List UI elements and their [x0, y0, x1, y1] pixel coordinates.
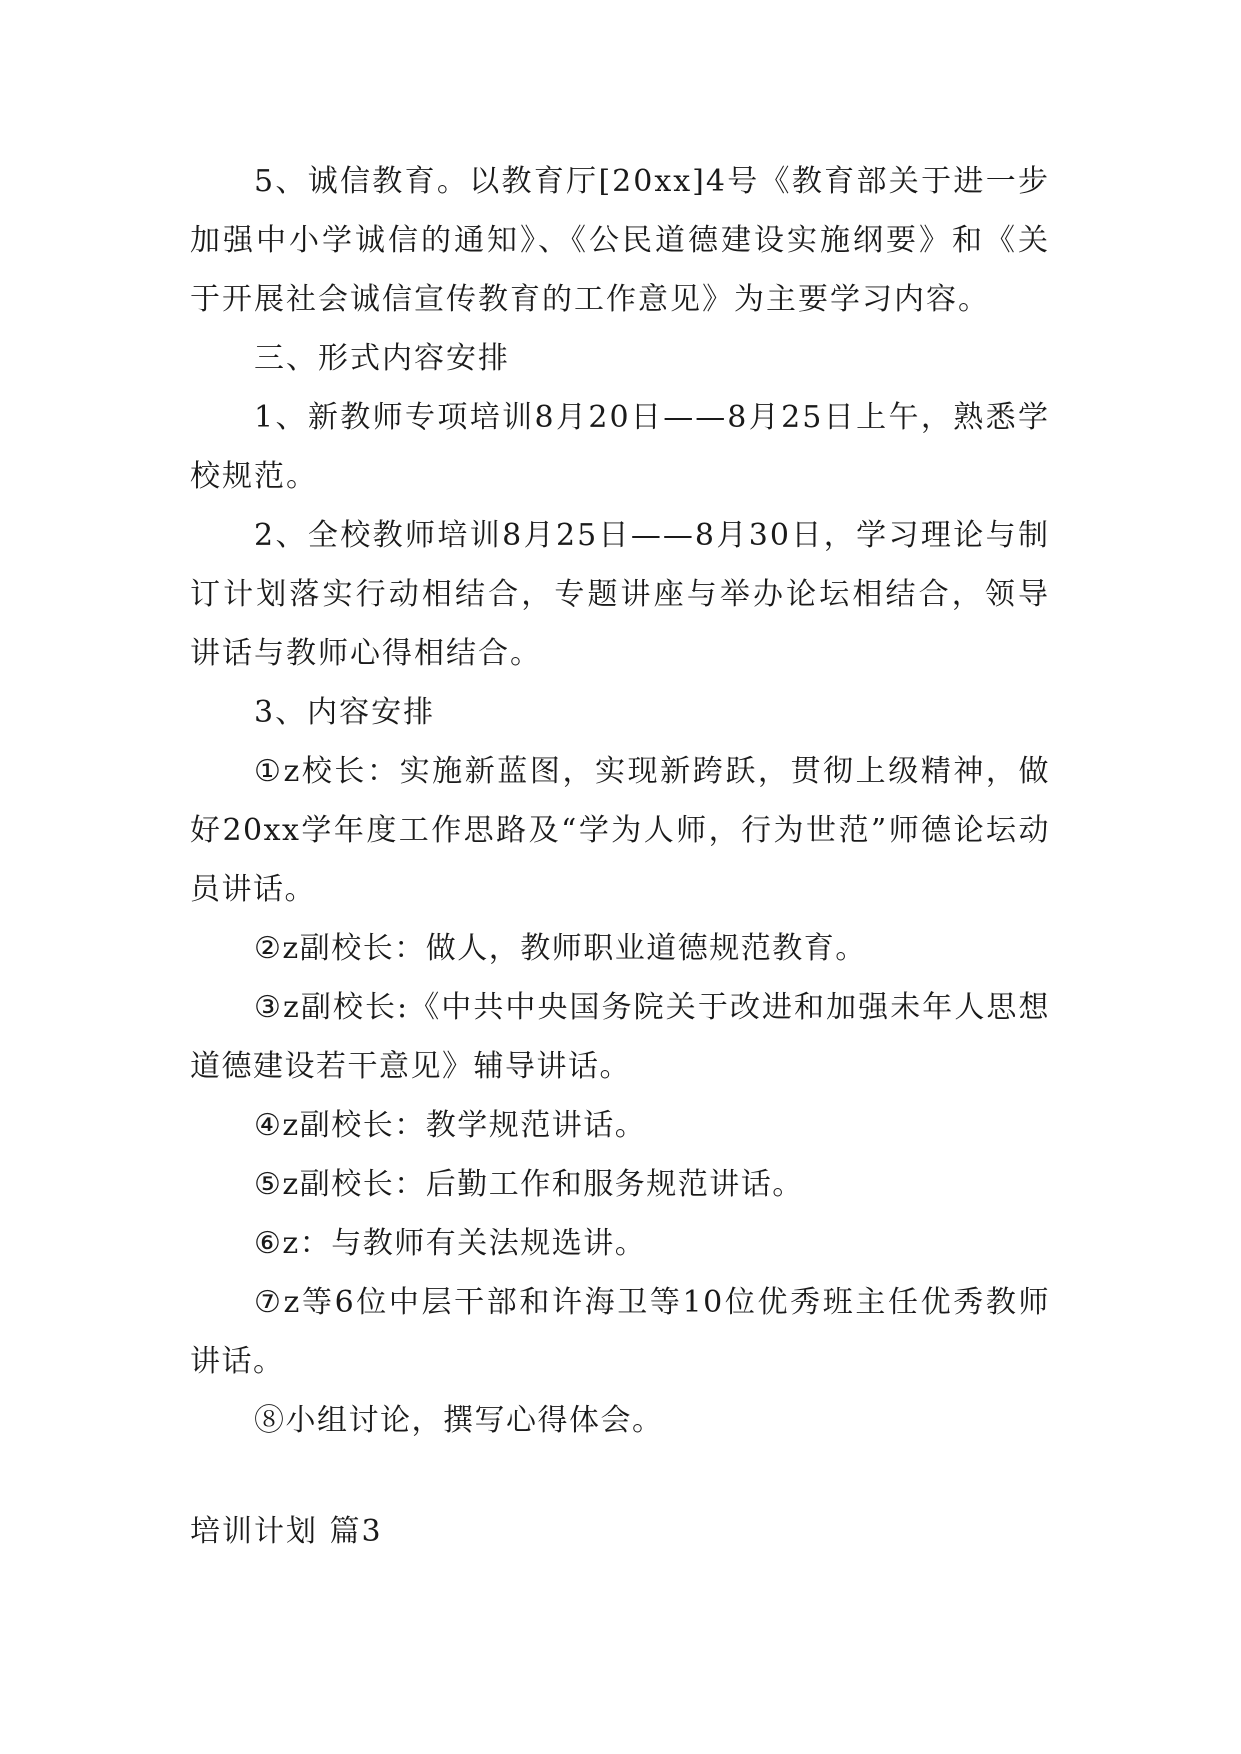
list-item-group-discussion: ⑧小组讨论，撰写心得体会。 — [254, 1403, 664, 1438]
paragraph-new-teacher-training: 1、新教师专项培训8月20日——8月25日上午，熟悉学校规范。 — [190, 400, 1050, 494]
paragraph-all-teacher-training: 2、全校教师培训8月25日——8月30日，学习理论与制订计划落实行动相结合，专题讲座与举办论坛相结合，领导讲话与教师心得相结合。 — [190, 518, 1050, 671]
list-item-vice-principal-teaching: ④z副校长：教学规范讲话。 — [254, 1108, 647, 1143]
heading-form-content-arrangement: 三、形式内容安排 — [254, 341, 510, 376]
paragraph-content-arrangement: 3、内容安排 — [254, 695, 436, 730]
section-heading: 培训计划 篇3 — [190, 1514, 383, 1549]
list-item-vice-principal-ethics: ②z副校长：做人，教师职业道德规范教育。 — [254, 931, 867, 966]
document-body — [190, 152, 1050, 1450]
list-item-regulations: ⑥z：与教师有关法规选讲。 — [254, 1226, 647, 1261]
list-item-principal: ①z校长：实施新蓝图，实现新跨跃，贯彻上级精神，做好20xx学年度工作思路及“学为人师，行为世范”师德论坛动员讲话。 — [190, 754, 1050, 907]
list-item-middle-managers: ⑦z等6位中层干部和许海卫等10位优秀班主任优秀教师讲话。 — [190, 1285, 1050, 1379]
list-item-vice-principal-logistics: ⑤z副校长：后勤工作和服务规范讲话。 — [254, 1167, 804, 1202]
list-item-vice-principal-guidance: ③z副校长:《中共中央国务院关于改进和加强未年人思想道德建设若干意见》辅导讲话。 — [190, 990, 1050, 1084]
paragraph-integrity-education: 5、诚信教育。以教育厅[20xx]4号《教育部关于进一步加强中小学诚信的通知》、《公民道德建设实施纲要》和《关于开展社会诚信宣传教育的工作意见》为主要学习内容。 — [190, 164, 1050, 317]
